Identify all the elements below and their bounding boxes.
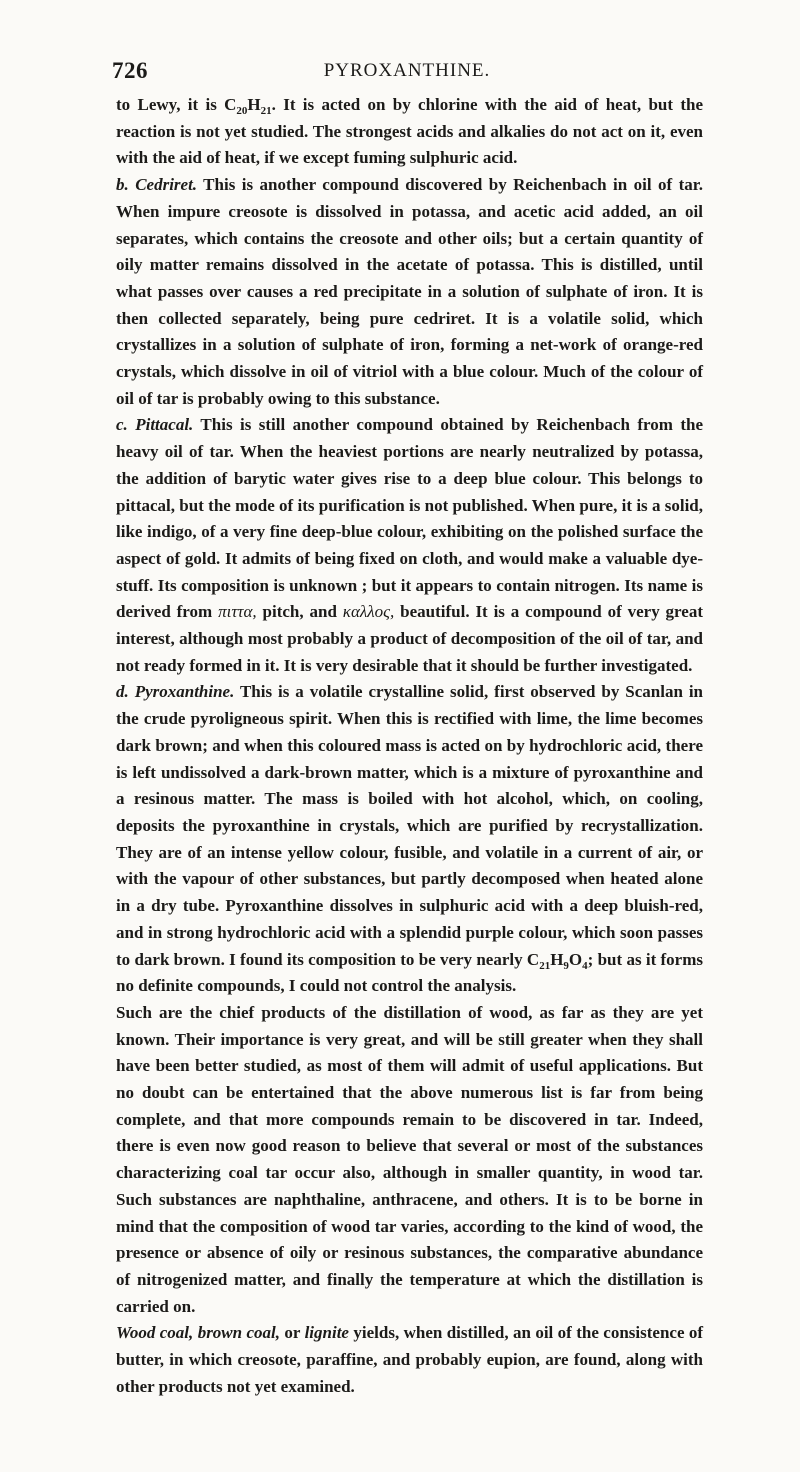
item-name: Cedriret. [135,175,198,195]
text: . It is acted on by chlorine with the aid of heat, but the reaction is not yet studied. The strongest acids and alkalies do not act on it, even with the aid of heat, if we except fuming sulphuric acid. [116,95,703,168]
paragraph-summary [116,1000,703,1320]
text: This is a volatile crystalline solid, first observed by Scanlan in the crude pyroligneous spirit. When this is rectified with lime, the lime becomes dark brown; and when this coloured mass is acted on by hydrochloric acid, there is left undissolved a dark-brown matter, which is a mixture of pyroxanthine and a resinous matter. The mass is boiled with hot alcohol, which, on cooling, deposits the pyroxanthine in crystals, which are purified by recrystallization. They are of an intense yellow colour, fusible, and volatile in a current of air, or with the vapour of other substances, but partly decomposed when heated alone in a dry tube. Pyroxanthine dissolves in sulphuric acid with a deep bluish-red, and in strong hydrochloric acid with a splendid purple colour, which soon passes to dark brown. I found its composition to be very nearly C [116,682,703,969]
text: This is still another compound obtained by Reichenbach from the heavy oil of tar. When the heaviest portions are nearly neutralized by potassa, the addition of barytic water gives rise to a deep blue colour. This belongs to pittacal, but the mode of its purification is not published. When pure, it is a solid, like indigo, of a very fine deep-blue colour, exhibiting on the polished surface the aspect of gold. It admits of being fixed on cloth, and would make a valuable dye-stuff. Its composition is unknown ; but it appears to contain nitrogen. Its name is derived from [116,415,703,622]
item-name: Pyroxanthine. [134,682,235,702]
subscript: 21 [260,105,272,117]
subscript: 21 [539,959,551,972]
running-title: PYROXANTHINE. [323,60,491,81]
paragraph-pittacal [116,412,703,679]
text: This is another compound discovered by Reichenbach in oil of tar. When impure creosote is dissolved in potassa, and acetic acid added, an oil separates, which contains the creosote and other oils; but a certain quantity of oily matter remains dissolved in the acetate of potassa. This is distilled, until what passes over causes a red precipitate in a solution of sulphate of iron. It is then collected separately, being pure cedriret. It is a volatile solid, which crystallizes in a solution of sulphate of iron, forming a net-work of orange-red crystals, which dissolve in oil of vitriol with a blue colour. Much of the colour of oil of tar is probably owing to this substance. [116,175,704,408]
item-label: d. [116,682,129,702]
paragraph-1 [116,92,703,172]
item-label: b. [116,175,129,195]
item-label: c. [116,415,128,435]
emphasis: Wood coal, [116,1323,194,1343]
text: pitch, and [262,602,337,622]
text: Such are the chief products of the distillation of wood, as far as they are yet known. Their importance is very great, and will be still greater when they shall have been better studied, as most of them will admit of useful applications. But no doubt can be entertained that the above numerous list is far from being complete, and that more compounds remain to be discovered in tar. Indeed, there is even now good reason to believe that several or most of the substances characterizing coal tar occur also, although in smaller quantity, in wood tar. Such substances are naphthaline, anthracene, and others. It is to be borne in mind that the composition of wood tar varies, according to the kind of wood, the presence or absence of oily or resinous substances, the comparative abundance of nitrogenized matter, and finally the temperature at which the distillation is carried on. [116,1002,703,1316]
body-text [116,92,703,1400]
text: yields, when distilled, an oil of the consistence of butter, in which creosote, paraffine, and probably eupion, are found, along with other products not yet examined. [116,1323,704,1396]
text: H [550,949,564,969]
page-number: 726 [112,58,148,83]
item-name: Pittacal. [135,415,194,435]
paragraph-cedriret [116,172,703,412]
emphasis: lignite [304,1323,349,1343]
text: beautiful. It is a compound of very great interest, although most probably a product of decomposition of the oil of tar, and not ready formed in it. It is very desirable that it should be further investigated. [116,602,704,675]
emphasis: brown coal, [197,1323,281,1343]
text: O [568,949,583,969]
subscript: 4 [582,959,588,972]
paragraph-pyroxanthine [116,679,703,999]
text: H [247,95,261,114]
greek-word: καλλος, [342,602,395,622]
text: to Lewy, it is C [116,95,237,114]
text: or [284,1323,301,1343]
text: ; but as it forms no definite compounds, I could not control the analysis. [116,949,704,996]
subscript: 20 [236,105,248,117]
paragraph-wood-coal [116,1320,703,1400]
page-header [112,58,702,88]
subscript: 9 [563,959,569,972]
greek-word: πιττα, [218,602,257,622]
